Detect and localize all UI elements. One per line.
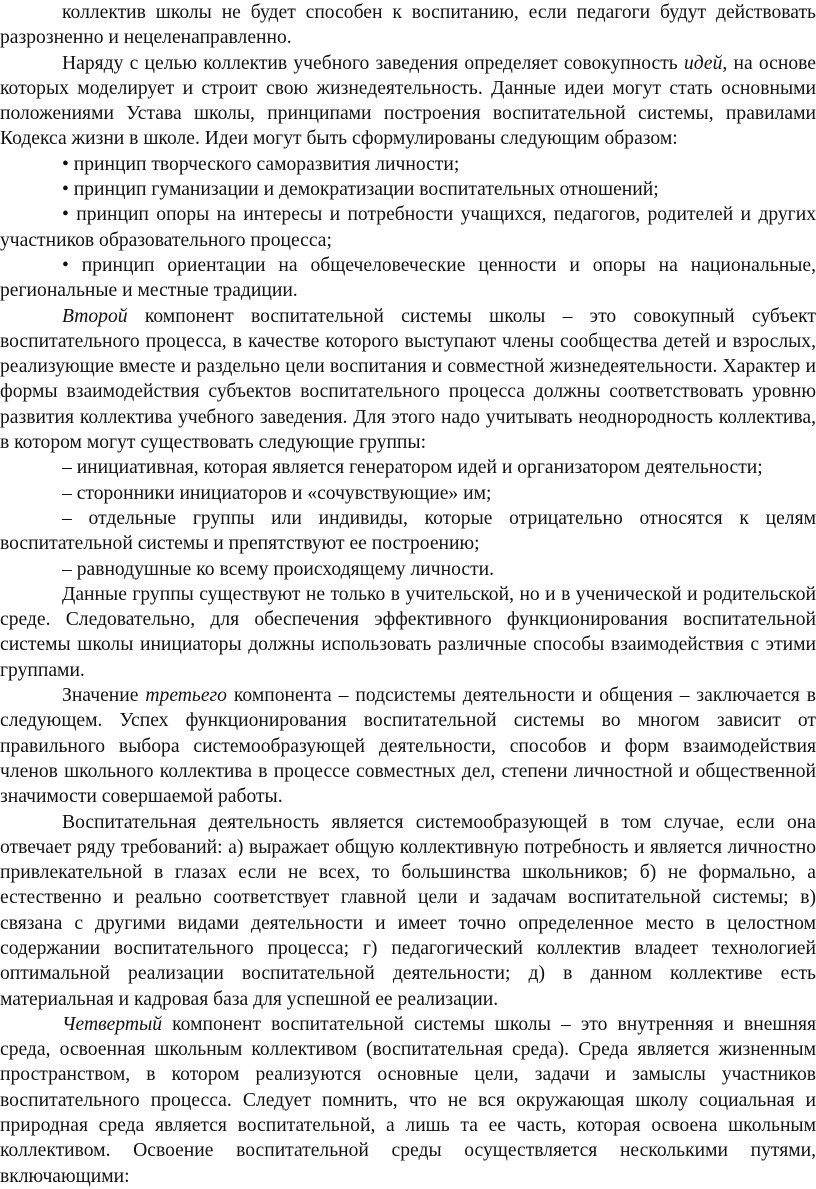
emphasis-fourth: Четвертый (62, 1013, 163, 1035)
emphasis-third: третьего (145, 685, 227, 707)
paragraph-groups-exist (0, 582, 816, 683)
paragraph-text: компонента – подсистемы деятельности и общения – заключается в следующем. Успех функционирования воспитательной системы во многом зависит от правильного выбора системообразующей деятельности, способов и форм взаимодействия членов школьного коллектива в процессе совместных дел, степени личностной и общественной значимости совершаемой работы. (0, 685, 816, 808)
group-text: – инициативная, которая является генератором идей и организатором деятельности; (62, 457, 763, 479)
emphasis-second: Второй (62, 305, 128, 327)
group-text: – равнодушные ко всему происходящему личности. (62, 558, 495, 580)
paragraph-continuation (0, 0, 816, 51)
group-item (0, 481, 816, 506)
principle-text: • принцип ориентации на общечеловеческие ценности и опоры на национальные, региональные и местные традиции. (0, 254, 816, 302)
principle-item (0, 152, 816, 177)
principle-text: • принцип опоры на интересы и потребности учащихся, педагогов, родителей и других участников образовательного процесса; (0, 204, 816, 251)
paragraph-text: Данные группы существуют не только в учительской, но и в ученической и родительской среде. Следовательно, для обеспечения эффективного функционирования воспитательной системы школы инициаторы должны использовать различные способы взаимодействия с этими группами. (0, 583, 816, 681)
paragraph-text: коллектив школы не будет способен к воспитанию, если педагоги будут действовать разрозненно и нецеленаправленно. (0, 2, 816, 49)
group-text: – отдельные группы или индивиды, которые отрицательно относятся к целям воспитательной системы и препятствуют ее построению; (0, 507, 816, 555)
paragraph-text: Наряду с целью коллектив учебного заведения определяет совокупность (62, 52, 684, 74)
paragraph-ideas (0, 51, 816, 152)
principle-text: • принцип творческого саморазвития личности; (62, 153, 460, 175)
paragraph-text: Воспитательная деятельность является системообразующей в том случае, если она отвечает ряду требований: а) выражает общую коллективную потребность и является личностно привлекательной в глазах если не всех, то большинства школьников; б) не формально, а естественно и реально соответствует главной цели и задачам воспитательной системы; в) связана с другими видами деятельности и имеет точно определенное место в целостном содержании воспитательного процесса; г) педагогический коллектив владеет технологией оптимальной реализации воспитательной деятельности; д) в данном коллективе есть материальная и кадровая база для успешной ее реализации. (0, 811, 816, 1010)
group-item (0, 506, 816, 557)
paragraph-third-component (0, 683, 816, 809)
paragraph-text: компонент воспитательной системы школы – это совокупный субъект воспитательного процесса, в качестве которого выступают члены сообщества детей и взрослых, реализующие вместе и раздельно цели воспитания и совместной жизнедеятельности. Характер и формы взаимодействия субъектов воспитательного процесса должны соответствовать уровню развития коллектива учебного заведения. Для этого надо учитывать неоднородность коллектива, в котором могут существовать следующие группы: (0, 305, 816, 454)
paragraph-text: на основе которых моделирует и строит свою жизнедеятельность. Данные идеи могут стать основными положениями Устава школы, принципами построения воспитательной системы, правилами Кодекса жизни в школе. Идеи могут быть сформулированы следующим образом: (0, 52, 816, 150)
principle-text: • принцип гуманизации и демократизации воспитательных отношений; (62, 179, 659, 201)
principle-item (0, 177, 816, 202)
paragraph-text: компонент воспитательной системы школы – это внутренняя и внешняя среда, освоенная школьным коллективом (воспитательная среда). Среда является жизненным пространством, в котором реализуются основные цели, задачи и замыслы участников воспитательного процесса. Следует помнить, что не вся окружающая школу социальная и природная среда является воспитательной, а лишь та ее часть, которая освоена школьным коллективом. Освоение воспитательной среды осуществляется несколькими путями, включающими: (0, 1013, 816, 1187)
group-item (0, 455, 816, 480)
group-text: – сторонники инициаторов и «сочувствующие» им; (62, 482, 492, 504)
principle-item (0, 253, 816, 304)
paragraph-activity-requirements (0, 810, 816, 1012)
principle-item (0, 202, 816, 253)
paragraph-second-component (0, 304, 816, 456)
group-item (0, 557, 816, 582)
paragraph-text: Значение (62, 685, 146, 707)
paragraph-fourth-component (0, 1012, 816, 1189)
emphasis-ideas: идей, (683, 52, 728, 74)
